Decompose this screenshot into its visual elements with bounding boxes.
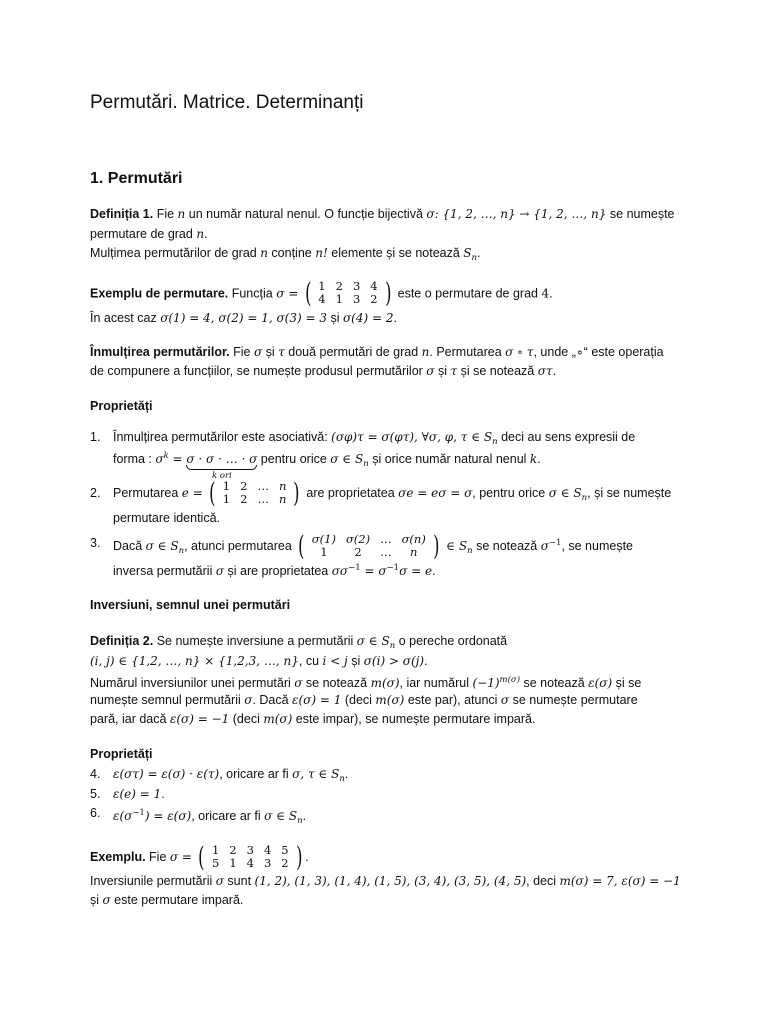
p4-line: ε(στ) = ε(σ) · ε(τ), oricare ar fi σ, τ ∈ $S_n$. xyxy=(113,767,349,784)
inversions-heading: Inversiuni, semnul unei permutări xyxy=(90,598,291,612)
section-heading: 1. Permutări xyxy=(90,170,183,187)
def1-line3: Mulțimea permutărilor de grad n conține n! elemente și se notează $S_n$. xyxy=(90,246,481,263)
p6-line: $\varepsilon(\sigma^{-1}) = \varepsilon(\sigma)$, oricare ar fi σ ∈ $S_n$. xyxy=(113,808,307,826)
example2-line3: și σ este permutare impară. xyxy=(90,893,244,907)
example2-line1: Exemplu. Fie σ = ( 1 2 3 4 5 5 1 4 3 2 ) . xyxy=(90,841,309,873)
example1-line1: Exemplu de permutare. Funcția σ = ( 1 2 3 4 4 1 3 2 ) este o permutare de grad 4. xyxy=(90,278,553,309)
p2-number: 2. xyxy=(90,486,101,500)
inverse-matrix: ( σ(1) σ(2) … σ(n) 1 2 … n ) xyxy=(298,530,440,562)
example1-line2: În acest caz σ(1) = 4, σ(2) = 1, σ(3) = 3 și σ(4) = 2. xyxy=(90,311,397,325)
p3-line2: inversa permutării σ și are proprietatea $\sigma\sigma^{-1} = \sigma^{-1}\sigma = e$. xyxy=(113,563,436,578)
def2-line4: numește semnul permutării σ. Dacă ε(σ) = 1 (deci m(σ) este par), atunci σ se numește permutare xyxy=(90,693,638,707)
p5-number: 5. xyxy=(90,787,101,801)
p2-line1: Permutarea e = ( 1 2 … n 1 2 … n ) are proprietatea σe = eσ = σ, pentru orice σ ∈ $S_n$, și se numește xyxy=(113,477,672,509)
example2-line2: Inversiunile permutării σ sunt (1, 2), (1, 3), (1, 4), (1, 5), (3, 4), (3, 5), (4, 5), deci m(σ) = 7, ε(σ) = −1 xyxy=(90,874,681,888)
p3-number: 3. xyxy=(90,536,101,550)
p1-number: 1. xyxy=(90,430,101,444)
underbrace: σ · σ · … · σ k ori xyxy=(186,452,258,481)
def2-line1: Definiția 2. Se numește inversiune a permutării σ ∈ $S_n$ o pereche ordonată xyxy=(90,634,508,651)
def1-line1: Definiția 1. Fie n un număr natural nenul. O funcție bijectivă σ: {1, 2, …, n} → {1, 2, …, n} se numește xyxy=(90,207,675,221)
p1-line2: forma : $\sigma^k = \sigma \cdot \sigma$ · … · σ k ori pentru orice σ ∈ $S_n$ și orice număr natural nenul k. xyxy=(113,451,541,481)
p4-number: 4. xyxy=(90,767,101,781)
def1-line2: permutare de grad n. xyxy=(90,227,208,241)
permutation-matrix: ( 1 2 3 4 4 1 3 2 ) xyxy=(304,278,392,309)
properties-heading: Proprietăți xyxy=(90,399,153,413)
page-title: Permutări. Matrice. Determinanți xyxy=(90,92,364,113)
def2-line3: Numărul inversiunilor unei permutări σ se notează m(σ), iar numărul $(-1)^{m(\sigma)}$ se notează ε(σ) și se xyxy=(90,675,642,690)
p2-line2: permutare identică. xyxy=(113,511,221,525)
identity-matrix: ( 1 2 … n 1 2 … n ) xyxy=(209,477,300,509)
def2-line5: pară, iar dacă ε(σ) = −1 (deci m(σ) este impar), se numește permutare impară. xyxy=(90,712,536,726)
properties-heading-2: Proprietăți xyxy=(90,747,153,761)
p1-line1: Înmulțirea permutărilor este asociativă: (σφ)τ = σ(φτ), ∀σ, φ, τ ∈ $S_n$ deci au sens expresii de xyxy=(113,430,636,447)
def2-line2: (i, j) ∈ {1,2, …, n} × {1,2,3, …, n}, cu i < j și σ(i) > σ(j). xyxy=(90,654,428,668)
mult-line1: Înmulțirea permutărilor. Fie σ și τ două permutări de grad n. Permutarea σ ∘ τ, unde „∘“ este operația xyxy=(90,345,664,359)
p6-number: 6. xyxy=(90,806,101,820)
mult-line2: de compunere a funcțiilor, se numește produsul permutărilor σ și τ și se notează στ. xyxy=(90,364,557,378)
p5-line: ε(e) = 1. xyxy=(113,787,165,801)
example-permutation-matrix: ( 1 2 3 4 5 5 1 4 3 2 ) xyxy=(198,841,303,873)
p3-line1: Dacă σ ∈ $S_n$, atunci permutarea ( σ(1) σ(2) … σ(n) 1 2 … n ) ∈ $S_n$ se notează $\sigma^{-1}$, se numește xyxy=(113,530,634,562)
